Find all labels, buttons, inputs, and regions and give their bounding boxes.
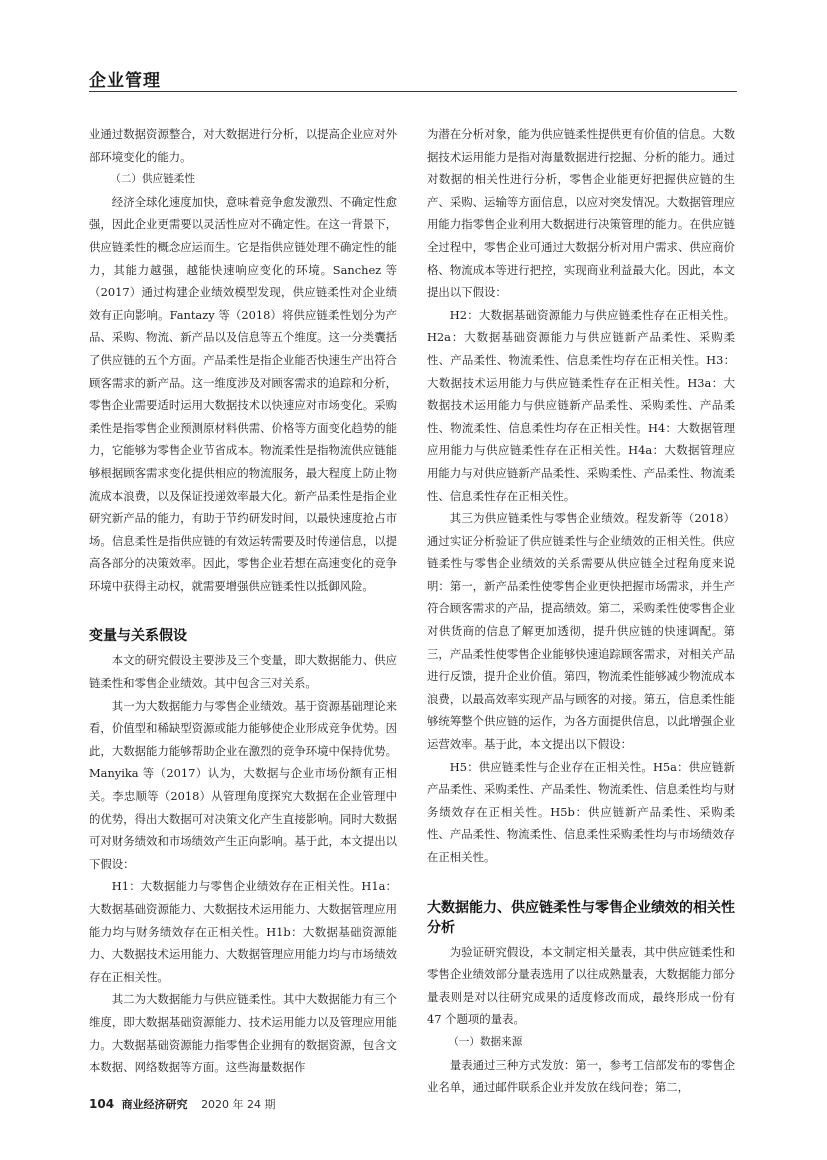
page-number: 104 (89, 1097, 115, 1111)
hypothesis-paragraph: H5：供应链柔性与企业存在正相关性。H5a：供应链新产品柔性、采购柔性、产品柔性、物流柔性、信息柔性均与财务绩效存在正相关性。H5b：供应链新产品柔性、采购柔性、产品柔性、物流柔性、信息柔性采购柔性均与市场绩效存在正相关性。 (427, 759, 735, 864)
hypothesis-paragraph: H1：大数据能力与零售企业绩效存在正相关性。H1a：大数据基础资源能力、大数据技术运用能力、大数据管理应用能力均与财务绩效存在正相关性。H1b：大数据基础资源能力、大数据技术运用能力、大数据管理应用能力均与市场绩效存在正相关性。 (89, 879, 397, 984)
left-column (89, 123, 397, 1079)
subsection-heading: （二）供应链柔性 (110, 173, 195, 186)
issue-label: 2020 年 24 期 (201, 1098, 276, 1111)
running-header-title: 企业管理 (89, 71, 161, 91)
section-heading: 变量与关系假设 (89, 628, 187, 645)
paragraph: 其一为大数据能力与零售企业绩效。基于资源基础理论来看，价值型和稀缺型资源或能力能够使企业形成竞争优势。因此，大数据能力能够帮助企业在激烈的竞争环境中保持优势。Manyika 等（2017）认为，大数据与企业市场份额有正相关。李忠顺等（2018）从管理角度探究大数据在企业管理中的优势，得出大数据可对决策文化产生直接影响。同时大数据可对财务绩效和市场绩效产生正向影响。基于此，本文提出以下假设： (89, 698, 397, 871)
paragraph: 量表通过三种方式发放：第一，参考工信部发布的零售企业名单，通过邮件联系企业并发放在线问卷；第二， (427, 1057, 735, 1095)
paragraph: 经济全球化速度加快，意味着竞争愈发激烈、不确定性愈强，因此企业更需要以灵活性应对不确定性。在这一背景下，供应链柔性的概念应运而生。它是指供应链处理不确定性的能力，其能力越强，越能快速响应变化的环境。Sanchez 等（2017）通过构建企业绩效模型发现，供应链柔性对企业绩效有正向影响。Fantazy 等（2018）将供应链柔性划分为产品、采购、物流、新产品以及信息等五个维度。这一分类囊括了供应链的五个方面。产品柔性是指企业能否快速生产出符合顾客需求的新产品。这一维度涉及对顾客需求的追踪和分析，零售企业需要适时运用大数据技术以快速应对市场变化。采购柔性是指零售企业预测原材料供需、价格等方面变化趋势的能力，它能够为零售企业节省成本。物流柔性是指物流供应链能够根据顾客需求变化提供相应的物流服务，最大程度上防止物流成本浪费，以及保证投递效率最大化。新产品柔性是指企业研究新产品的能力，有助于节约研发时间，以最快速度抢占市场。信息柔性是指供应链的有效运转需要及时传递信息，以提高各部分的决策效率。因此，零售企业若想在高速变化的竞争环境中获得主动权，就需要增强供应链柔性以抵御风险。 (89, 194, 397, 593)
paragraph: 为验证研究假设，本文制定相关量表，其中供应链柔性和零售企业绩效部分量表选用了以往成熟量表，大数据能力部分量表则是对以往研究成果的适度修改而成，最终形成一份有 47 个题项的量表。 (427, 944, 735, 1027)
section-heading: 大数据能力、供应链柔性与零售企业绩效的相关性分析 (427, 899, 735, 936)
hypothesis-paragraph: H2：大数据基础资源能力与供应链柔性存在正相关性。H2a：大数据基础资源能力与供应链新产品柔性、采购柔性、产品柔性、物流柔性、信息柔性均存在正相关性。H3：大数据技术运用能力与供应链柔性存在正相关性。H3a：大数据技术运用能力与供应链新产品柔性、采购柔性、产品柔性、物流柔性、信息柔性均存在正相关性。H4：大数据管理应用能力与供应链柔性存在正相关性。H4a：大数据管理应用能力与对供应链新产品柔性、采购柔性、产品柔性、物流柔性、信息柔性存在正相关性。 (427, 307, 735, 503)
header-divider (89, 91, 737, 92)
paragraph: 本文的研究假设主要涉及三个变量，即大数据能力、供应链柔性和零售企业绩效。其中包含三对关系。 (89, 653, 397, 691)
right-column (427, 123, 735, 1099)
subsection-heading: （一）数据来源 (448, 1035, 523, 1048)
journal-name: 商业经济研究 (121, 1098, 188, 1111)
paragraph: 为潜在分析对象，能为供应链柔性提供更有价值的信息。大数据技术运用能力是指对海量数据进行挖掘、分析的能力。通过对数据的相关性进行分析，零售企业能更好把握供应链的生产、采购、运输等方面信息，以应对突发情况。大数据管理应用能力指零售企业利用大数据进行决策管理的能力。在供应链全过程中，零售企业可通过大数据分析对用户需求、供应商价格、物流成本等进行把控，实现商业利益最大化。因此，本文提出以下假设： (427, 127, 735, 300)
paragraph: 其二为大数据能力与供应链柔性。其中大数据能力有三个维度，即大数据基础资源能力、技术运用能力以及管理应用能力。大数据基础资源能力指零售企业拥有的数据资源，包含文本数据、网络数据等方面。这些海量数据作 (89, 992, 397, 1075)
page-footer (89, 1096, 276, 1112)
paragraph: 业通过数据资源整合，对大数据进行分析，以提高企业应对外部环境变化的能力。 (89, 127, 397, 164)
paragraph: 其三为供应链柔性与零售企业绩效。程发新等（2018）通过实证分析验证了供应链柔性与企业绩效的正相关性。供应链柔性与零售企业绩效的关系需要从供应链全过程角度来说明：第一，新产品柔性使零售企业更快把握市场需求，并生产符合顾客需求的产品，提高绩效。第二，采购柔性使零售企业对供货商的信息了解更加透彻，提升供应链的快速调配。第三，产品柔性使零售企业能够快速追踪顾客需求，对相关产品进行反馈，提升企业价值。第四，物流柔性能够减少物流成本浪费，以最高效率实现产品与顾客的对接。第五，信息柔性能够统筹整个供应链的运作，为各方面提供信息，以此增强企业运营效率。基于此，本文提出以下假设： (427, 511, 735, 752)
